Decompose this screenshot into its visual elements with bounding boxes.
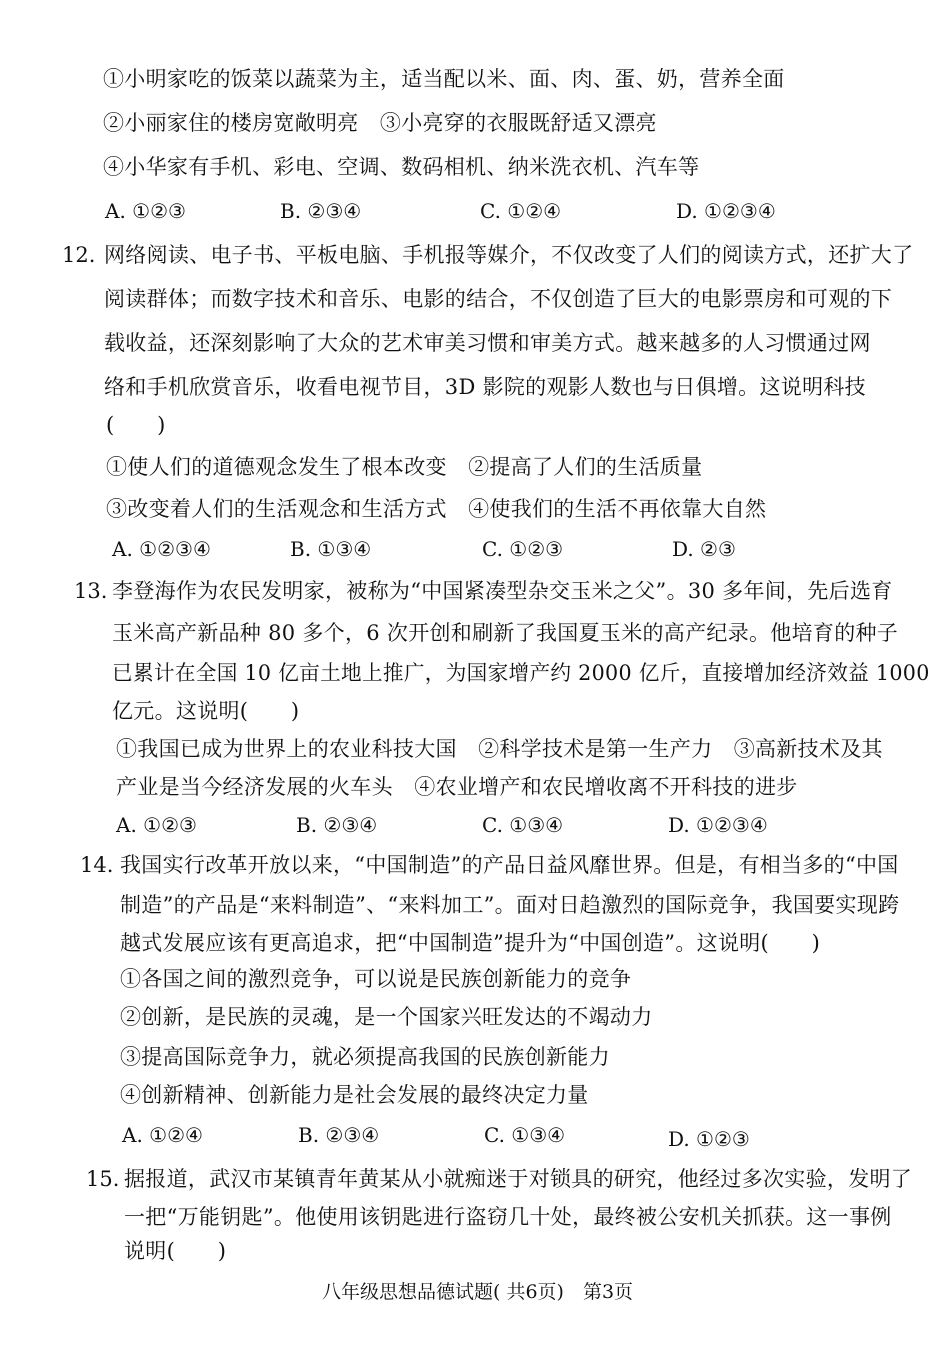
q14-option-b: B. ②③④	[298, 1123, 380, 1147]
q11-item-3: ④小华家有手机、彩电、空调、数码相机、纳米洗衣机、汽车等	[103, 155, 700, 179]
q11-option-b: B. ②③④	[280, 199, 362, 223]
q14-stem-line-2: 制造”的产品是“来料制造”、“来料加工”。面对日趋激烈的国际竞争，我国要实现跨	[120, 893, 900, 917]
q12-item-3-4: ③改变着人们的生活观念和生活方式 ④使我们的生活不再依靠大自然	[106, 497, 767, 521]
q14-item-4: ④创新精神、创新能力是社会发展的最终决定力量	[120, 1083, 589, 1107]
q14-option-d: D. ①②③	[668, 1127, 750, 1151]
q14-option-c: C. ①③④	[484, 1123, 566, 1147]
q13-option-a: A. ①②③	[116, 813, 197, 837]
q11-item-2: ②小丽家住的楼房宽敞明亮 ③小亮穿的衣服既舒适又漂亮	[103, 111, 657, 135]
q13-stem-line-4: 亿元。这说明( )	[112, 699, 300, 723]
q15-stem-line-3: 说明( )	[124, 1239, 227, 1263]
q14-item-3: ③提高国际竞争力，就必须提高我国的民族创新能力	[120, 1045, 610, 1069]
q13-item-line-2: 产业是当今经济发展的火车头 ④农业增产和农民增收离不开科技的进步	[116, 775, 798, 799]
q13-stem-line-3: 已累计在全国 10 亿亩土地上推广，为国家增产约 2000 亿斤，直接增加经济效益 1000	[112, 661, 930, 685]
q12-number: 12.	[62, 243, 96, 267]
q13-stem-line-1: 李登海作为农民发明家，被称为“中国紧凑型杂交玉米之父”。30 多年间，先后选育	[112, 579, 893, 603]
q14-option-a: A. ①②④	[122, 1123, 203, 1147]
q11-option-a: A. ①②③	[105, 199, 186, 223]
q14-item-2: ②创新，是民族的灵魂，是一个国家兴旺发达的不竭动力	[120, 1005, 653, 1029]
page-footer: 八年级思想品德试题( 共6页) 第3页	[322, 1281, 634, 1303]
q15-stem-line-2: 一把“万能钥匙”。他使用该钥匙进行盗窃几十处，最终被公安机关抓获。这一事例	[124, 1205, 892, 1229]
q12-option-c: C. ①②③	[482, 537, 564, 561]
q13-number: 13.	[74, 579, 108, 603]
q12-stem-line-2: 阅读群体；而数字技术和音乐、电影的结合，不仅创造了巨大的电影票房和可观的下	[104, 287, 893, 311]
q14-stem-line-1: 我国实行改革开放以来，“中国制造”的产品日益风靡世界。但是，有相当多的“中国	[120, 853, 899, 877]
q11-option-d: D. ①②③④	[676, 199, 776, 223]
q12-answer-blank: ( )	[106, 413, 166, 437]
q11-option-c: C. ①②④	[480, 199, 562, 223]
q12-option-b: B. ①③④	[290, 537, 372, 561]
q13-stem-line-2: 玉米高产新品种 80 多个，6 次开创和刷新了我国夏玉米的高产纪录。他培育的种子	[112, 621, 899, 645]
q12-stem-line-1: 网络阅读、电子书、平板电脑、手机报等媒介，不仅改变了人们的阅读方式，还扩大了	[104, 243, 914, 267]
q15-number: 15.	[86, 1167, 120, 1191]
q13-option-d: D. ①②③④	[668, 813, 768, 837]
q12-stem-line-4: 络和手机欣赏音乐，收看电视节目，3D 影院的观影人数也与日俱增。这说明科技	[104, 375, 866, 399]
q12-option-d: D. ②③	[672, 537, 736, 561]
q14-number: 14.	[80, 853, 114, 877]
q11-item-1: ①小明家吃的饭菜以蔬菜为主，适当配以米、面、肉、蛋、奶，营养全面	[103, 67, 785, 91]
q13-option-c: C. ①③④	[482, 813, 564, 837]
q14-stem-line-3: 越式发展应该有更高追求，把“中国制造”提升为“中国创造”。这说明( )	[120, 931, 821, 955]
q14-item-1: ①各国之间的激烈竞争，可以说是民族创新能力的竞争	[120, 967, 632, 991]
q12-item-1-2: ①使人们的道德观念发生了根本改变 ②提高了人们的生活质量	[106, 455, 703, 479]
q13-item-line-1: ①我国已成为世界上的农业科技大国 ②科学技术是第一生产力 ③高新技术及其	[116, 737, 883, 761]
q12-stem-line-3: 载收益，还深刻影响了大众的艺术审美习惯和审美方式。越来越多的人习惯通过网	[104, 331, 871, 355]
q13-option-b: B. ②③④	[296, 813, 378, 837]
q15-stem-line-1: 据报道，武汉市某镇青年黄某从小就痴迷于对锁具的研究，他经过多次实验，发明了	[124, 1167, 913, 1191]
q12-option-a: A. ①②③④	[112, 537, 211, 561]
